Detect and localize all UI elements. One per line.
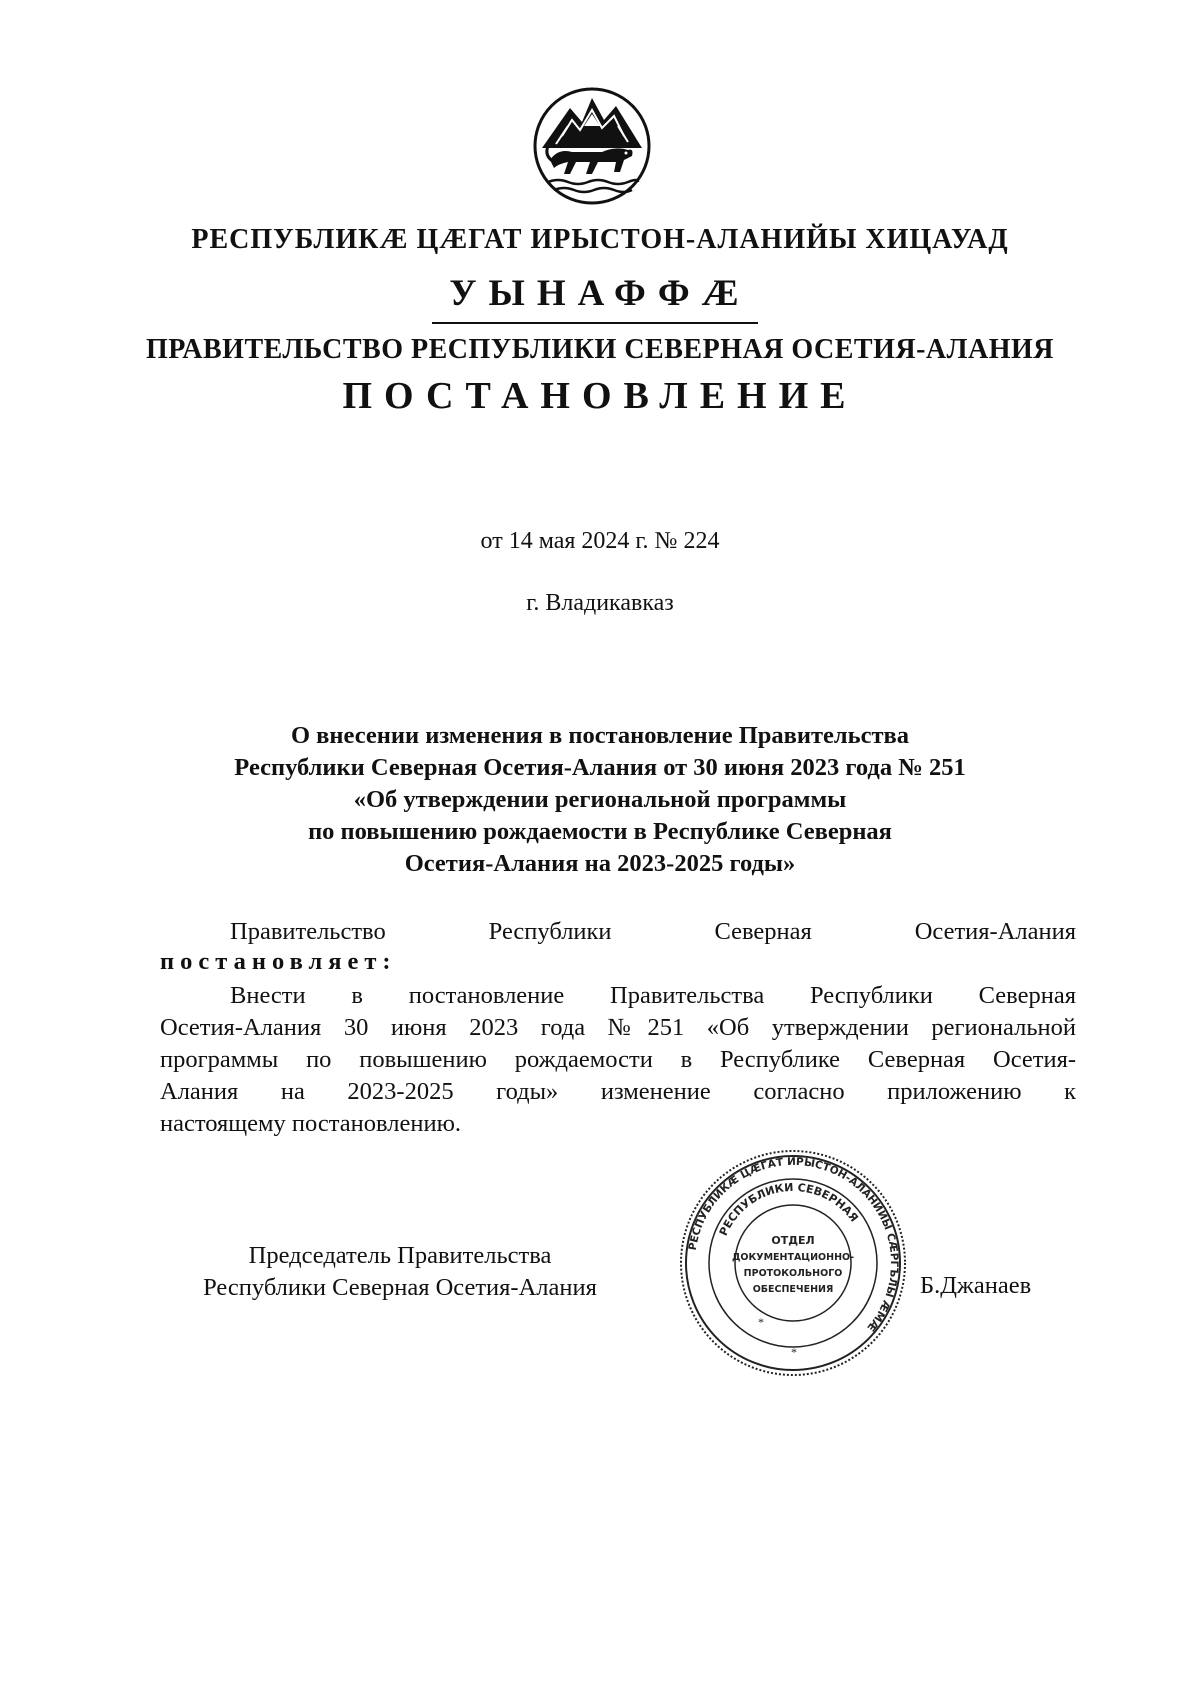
stamp-outer-text: РЕСПУБЛИКӔ ЦӔГАТ ИРЫСТОН-АЛАНИЙЫ СӔРГЪЛЫ ӔМӔ [686,1155,901,1334]
ossetian-document-type: УЫНАФФӔ [449,273,751,314]
position-line: Председатель Правительства [248,1242,552,1269]
intro-word: Республики [488,918,612,945]
resolves-keyword: постановляет: [160,948,397,975]
paragraph-line: программы по повышению рождаемости в Республике Северная Осетия- [160,1046,1076,1073]
stamp-star-icon: * [758,1315,764,1329]
title-line: по повышению рождаемости в Республике Северная [308,818,892,845]
intro-line [160,916,1076,948]
russian-authority-heading: ПРАВИТЕЛЬСТВО РЕСПУБЛИКИ СЕВЕРНАЯ ОСЕТИЯ-АЛАНИЯ [145,334,1055,365]
stamp-star-icon: * [791,1345,797,1359]
ossetian-authority-heading: РЕСПУБЛИКӔ ЦӔГАТ ИРЫСТОН-АЛАНИЙЫ ХИЦАУАД [191,224,1009,255]
stamp-center-line: ПРОТОКОЛЬНОГО [743,1268,843,1279]
header-divider [432,322,758,324]
intro-word: Правительство [230,918,386,945]
stamp-center-line: ОТДЕЛ [771,1234,815,1247]
document-date-number: от 14 мая 2024 г. № 224 [480,528,720,554]
coat-of-arms-emblem [532,86,652,206]
body-paragraph [160,980,1076,1140]
paragraph-line: Внести в постановление Правительства Республики Северная [230,982,1076,1009]
position-line: Республики Северная Осетия-Алания [203,1274,597,1301]
paragraph-line: Осетия-Алания 30 июня 2023 года №251 «Об утверждении региональной [160,1014,1076,1041]
paragraph-line: настоящему постановлению. [160,1110,461,1137]
intro-word: Северная [714,918,812,945]
title-line: «Об утверждении региональной программы [353,786,847,813]
paragraph-line: Алания на 2023-2025 годы» изменение согласно приложению к [160,1078,1076,1105]
title-line: О внесении изменения в постановление Правительства [291,722,909,749]
signatory-position [160,1240,640,1304]
intro-word: Осетия-Алания [914,918,1077,945]
stamp-inner-text: РЕСПУБЛИКИ СЕВЕРНАЯ [716,1180,861,1238]
title-line: Республики Северная Осетия-Алания от 30 июня 2023 года № 251 [234,754,966,781]
stamp-center-line: ОБЕСПЕЧЕНИЯ [752,1284,834,1295]
document-title [160,720,1040,880]
svg-text:РЕСПУБЛИКИ СЕВЕРНАЯ [717,1181,861,1238]
official-stamp [678,1148,908,1378]
signatory-name: Б.Джанаев [920,1272,1032,1299]
russian-document-type: ПОСТАНОВЛЕНИЕ [342,375,858,417]
document-city: г. Владикавказ [526,590,674,616]
title-line: Осетия-Алания на 2023-2025 годы» [404,850,796,877]
stamp-center-line: ДОКУМЕНТАЦИОННО- [731,1252,855,1263]
